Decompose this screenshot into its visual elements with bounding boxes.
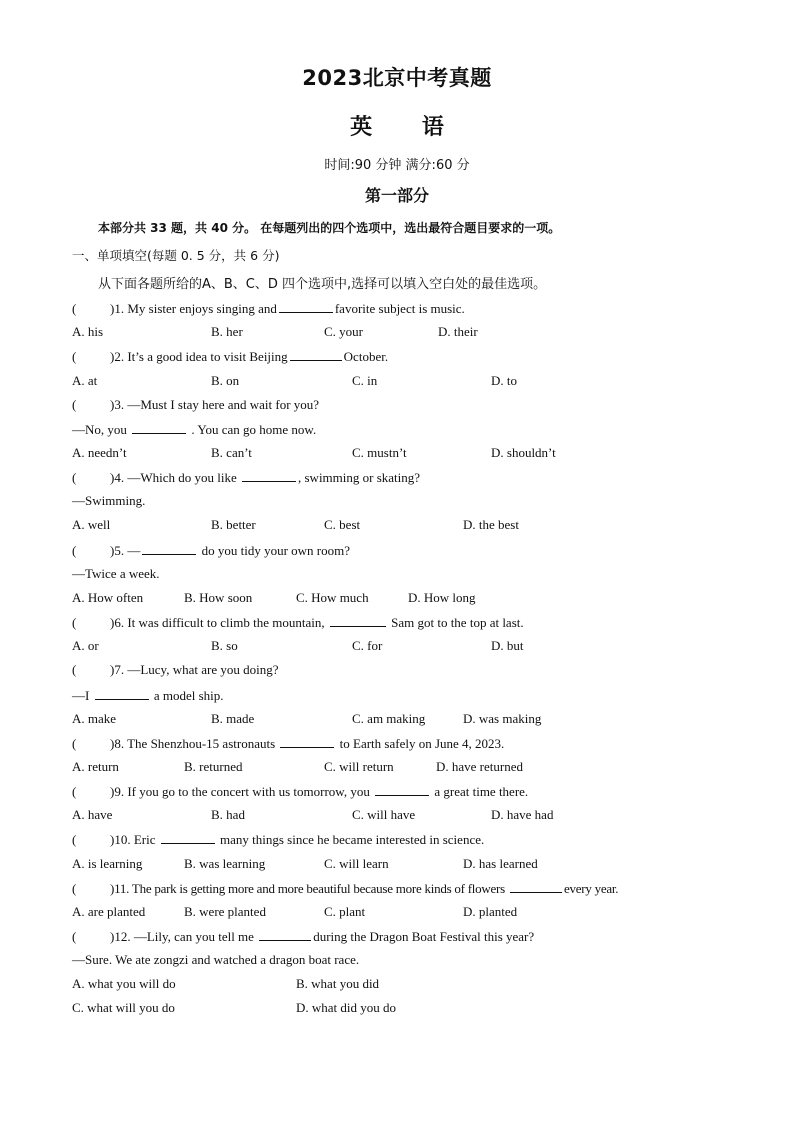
question-7 (72, 662, 278, 678)
option-c: C. mustn’t (352, 445, 407, 460)
answer-blank (161, 831, 215, 844)
option-a: A. return (72, 759, 119, 774)
option-c: C. best (324, 517, 361, 532)
answer-blank (132, 421, 186, 434)
option-d: D. what did you do (296, 1000, 397, 1015)
answer-blank (95, 687, 149, 700)
option-a: A. well (72, 517, 111, 532)
option-a: A. have (72, 807, 113, 822)
answer-blank (510, 880, 562, 893)
option-b: B. her (211, 324, 243, 339)
question-text: —Which do you like (127, 470, 237, 485)
question-4 (72, 469, 420, 486)
question-7-response (72, 687, 224, 704)
question-text: The Shenzhou-15 astronauts (127, 736, 276, 751)
question-text: to Earth safely on June 4, 2023. (339, 736, 505, 751)
option-d: D. shouldn’t (491, 445, 556, 460)
question-text: Eric (133, 832, 156, 847)
option-b: B. better (211, 517, 256, 532)
option-b: B. on (211, 373, 240, 388)
option-a: A. needn’t (72, 445, 127, 460)
option-a: A. or (72, 638, 99, 653)
option-d: D. planted (463, 904, 518, 919)
answer-paren: ( (72, 929, 77, 944)
option-a: A. are planted (72, 904, 146, 919)
question-text: —I (72, 688, 90, 703)
option-d: D. have had (491, 807, 554, 822)
option-c: C. what will you do (72, 1000, 175, 1015)
question-text: a great time there. (434, 784, 529, 799)
option-c: C. for (352, 638, 383, 653)
question-number: )11. (110, 881, 130, 896)
question-text: If you go to the concert with us tomorrow, you (127, 784, 370, 799)
option-d: D. have returned (436, 759, 523, 774)
option-b: B. were planted (184, 904, 266, 919)
question-number: )9. (110, 784, 125, 799)
question-number: )10. (110, 832, 131, 847)
section-title: 一、单项填空(每题 0. 5 分，共 6 分) (72, 248, 280, 263)
answer-paren: ( (72, 736, 77, 751)
question-2 (72, 348, 388, 365)
question-text: —Must I stay here and wait for you? (127, 397, 320, 412)
option-d: D. was making (463, 711, 542, 726)
question-10 (72, 831, 484, 848)
question-1 (72, 300, 465, 317)
answer-paren: ( (72, 881, 77, 896)
option-a: A. his (72, 324, 104, 339)
exam-title: 2023北京中考真题 (302, 66, 492, 90)
answer-blank (142, 542, 196, 555)
option-c: C. in (352, 373, 378, 388)
answer-blank (290, 348, 342, 361)
option-c: C. plant (324, 904, 366, 919)
question-number: )12. (110, 929, 131, 944)
question-text: every year. (563, 881, 619, 896)
option-b: B. How soon (184, 590, 253, 605)
question-6 (72, 614, 524, 631)
question-number: )7. (110, 662, 125, 677)
question-text: during the Dragon Boat Festival this year? (313, 929, 535, 944)
question-8 (72, 735, 504, 752)
option-b: B. can’t (211, 445, 252, 460)
answer-paren: ( (72, 301, 77, 316)
time-info: 时间:90 分钟 满分:60 分 (324, 158, 470, 173)
question-text: Sam got to the top at last. (391, 615, 524, 630)
question-text: — (127, 543, 141, 558)
question-4-response: —Swimming. (72, 493, 146, 508)
answer-blank (242, 469, 296, 482)
option-c: C. will learn (324, 856, 389, 871)
answer-blank (375, 783, 429, 796)
question-text: —Lily, can you tell me (133, 929, 254, 944)
answer-paren: ( (72, 784, 77, 799)
option-a: A. at (72, 373, 98, 388)
option-a: A. make (72, 711, 117, 726)
answer-blank (330, 614, 386, 627)
question-number: )3. (110, 397, 125, 412)
question-text: October. (343, 349, 389, 364)
question-12-response: —Sure. We ate zongzi and watched a dragon boat race. (72, 952, 360, 967)
question-number: )6. (110, 615, 125, 630)
question-text: a model ship. (153, 688, 224, 703)
answer-paren: ( (72, 662, 77, 677)
question-text: It was difficult to climb the mountain, (127, 615, 325, 630)
option-b: B. had (211, 807, 245, 822)
option-b: B. was learning (184, 856, 266, 871)
question-text: —No, you (72, 422, 127, 437)
section-instruction: 从下面各题所给的A、B、C、D 四个选项中,选择可以填入空白处的最佳选项。 (98, 277, 547, 292)
answer-paren: ( (72, 832, 77, 847)
question-12 (72, 928, 534, 945)
answer-blank (259, 928, 311, 941)
option-a: A. How often (72, 590, 144, 605)
question-text: , swimming or skating? (298, 470, 421, 485)
question-9 (72, 783, 528, 800)
option-d: D. but (491, 638, 524, 653)
question-text: It’s a good idea to visit Beijing (127, 349, 288, 364)
question-text: . You can go home now. (191, 422, 317, 437)
option-b: B. made (211, 711, 255, 726)
question-number: )5. (110, 543, 125, 558)
question-text: The park is getting more and more beautiful because more kinds of flowers (131, 881, 505, 896)
answer-paren: ( (72, 615, 77, 630)
option-b: B. returned (184, 759, 243, 774)
option-b: B. so (211, 638, 238, 653)
option-a: A. what you will do (72, 976, 176, 991)
option-c: C. will have (352, 807, 416, 822)
subject-title: 英 语 (350, 115, 444, 140)
question-text: favorite subject is music. (334, 301, 465, 316)
option-c: C. will return (324, 759, 394, 774)
option-c: C. your (324, 324, 363, 339)
answer-paren: ( (72, 470, 77, 485)
option-d: D. How long (408, 590, 476, 605)
answer-paren: ( (72, 543, 77, 558)
question-number: )8. (110, 736, 125, 751)
question-3 (72, 397, 319, 413)
question-5-response: —Twice a week. (72, 566, 160, 581)
part-intro: 本部分共 33 题，共 40 分。 在每题列出的四个选项中，选出最符合题目要求的一项。 (98, 221, 561, 235)
option-d: D. their (438, 324, 478, 339)
question-number: )1. (110, 301, 125, 316)
question-number: )2. (110, 349, 125, 364)
question-text: many things since he became interested in science. (220, 832, 485, 847)
option-b: B. what you did (296, 976, 380, 991)
option-d: D. to (491, 373, 517, 388)
option-a: A. is learning (72, 856, 143, 871)
answer-paren: ( (72, 349, 77, 364)
answer-blank (280, 735, 334, 748)
question-text: do you tidy your own room? (201, 543, 350, 558)
question-text: My sister enjoys singing and (127, 301, 277, 316)
option-c: C. am making (352, 711, 426, 726)
option-d: D. has learned (463, 856, 538, 871)
answer-paren: ( (72, 397, 77, 412)
question-3-response (72, 421, 316, 438)
option-c: C. How much (296, 590, 369, 605)
question-11 (72, 880, 618, 897)
question-5 (72, 542, 350, 559)
part-heading: 第一部分 (364, 186, 429, 205)
answer-blank (279, 300, 333, 313)
option-d: D. the best (463, 517, 519, 532)
question-text: —Lucy, what are you doing? (127, 662, 279, 677)
question-number: )4. (110, 470, 125, 485)
